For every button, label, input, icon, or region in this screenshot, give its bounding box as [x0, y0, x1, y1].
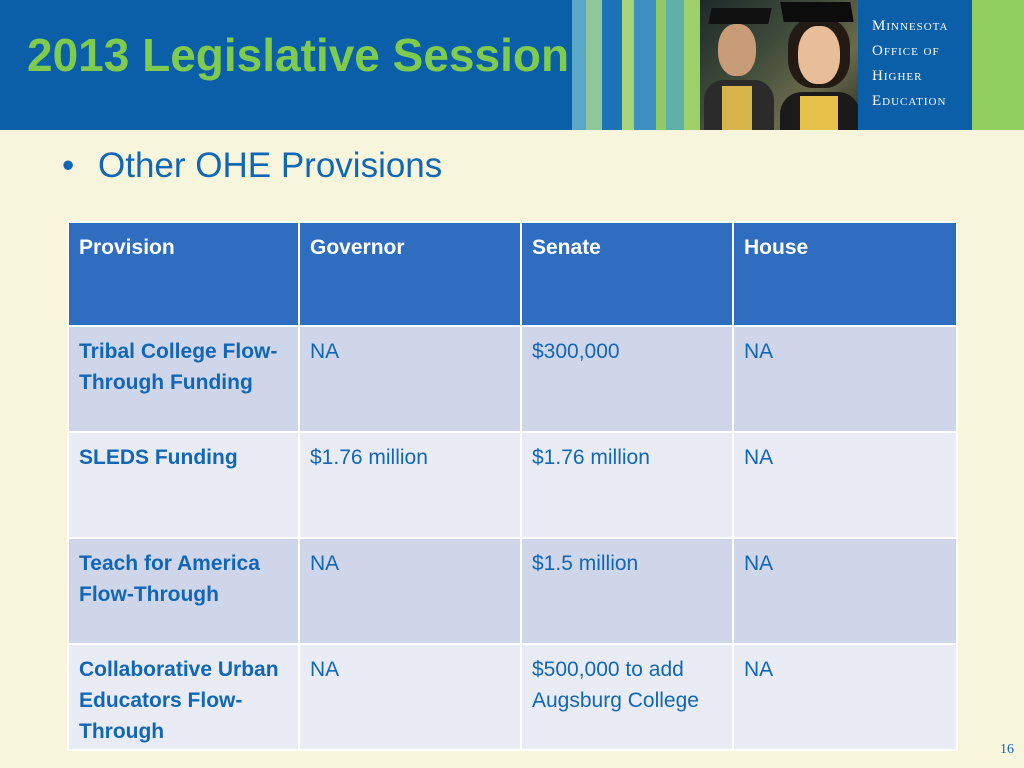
logo-line: Minnesota [872, 18, 949, 34]
column-header-provision: Provision [68, 222, 299, 326]
logo-line: Office of [872, 43, 940, 59]
cell-house: NA [733, 538, 957, 644]
header-accent-bar [972, 0, 1024, 130]
table-row [68, 538, 957, 644]
column-header-house: House [733, 222, 957, 326]
ohe-logo [860, 0, 970, 130]
table-row [68, 432, 957, 538]
table-row [68, 326, 957, 432]
cell-provision: Teach for America Flow-Through [68, 538, 299, 644]
bullet-dot-icon: • [62, 146, 75, 185]
cell-governor: NA [299, 644, 521, 750]
table-header-row [68, 222, 957, 326]
page-number: 16 [1000, 742, 1014, 757]
cell-house: NA [733, 432, 957, 538]
cell-senate: $500,000 to add Augsburg College [521, 644, 733, 750]
cell-senate: $1.5 million [521, 538, 733, 644]
logo-line: Education [872, 93, 947, 109]
cell-governor: $1.76 million [299, 432, 521, 538]
cell-provision: Tribal College Flow-Through Funding [68, 326, 299, 432]
column-header-senate: Senate [521, 222, 733, 326]
graduates-photo [700, 0, 858, 130]
slide-header [0, 0, 1024, 130]
bullet-item [62, 146, 442, 186]
cell-provision: Collaborative Urban Educators Flow-Through [68, 644, 299, 750]
cell-senate: $1.76 million [521, 432, 733, 538]
cell-senate: $300,000 [521, 326, 733, 432]
cell-governor: NA [299, 538, 521, 644]
column-header-governor: Governor [299, 222, 521, 326]
logo-line: Higher [872, 68, 923, 84]
cell-provision: SLEDS Funding [68, 432, 299, 538]
cell-house: NA [733, 644, 957, 750]
slide-title: 2013 Legislative Session [27, 29, 570, 81]
provisions-table [67, 221, 958, 751]
bullet-text: Other OHE Provisions [98, 146, 443, 185]
cell-house: NA [733, 326, 957, 432]
table-row [68, 644, 957, 750]
cell-governor: NA [299, 326, 521, 432]
